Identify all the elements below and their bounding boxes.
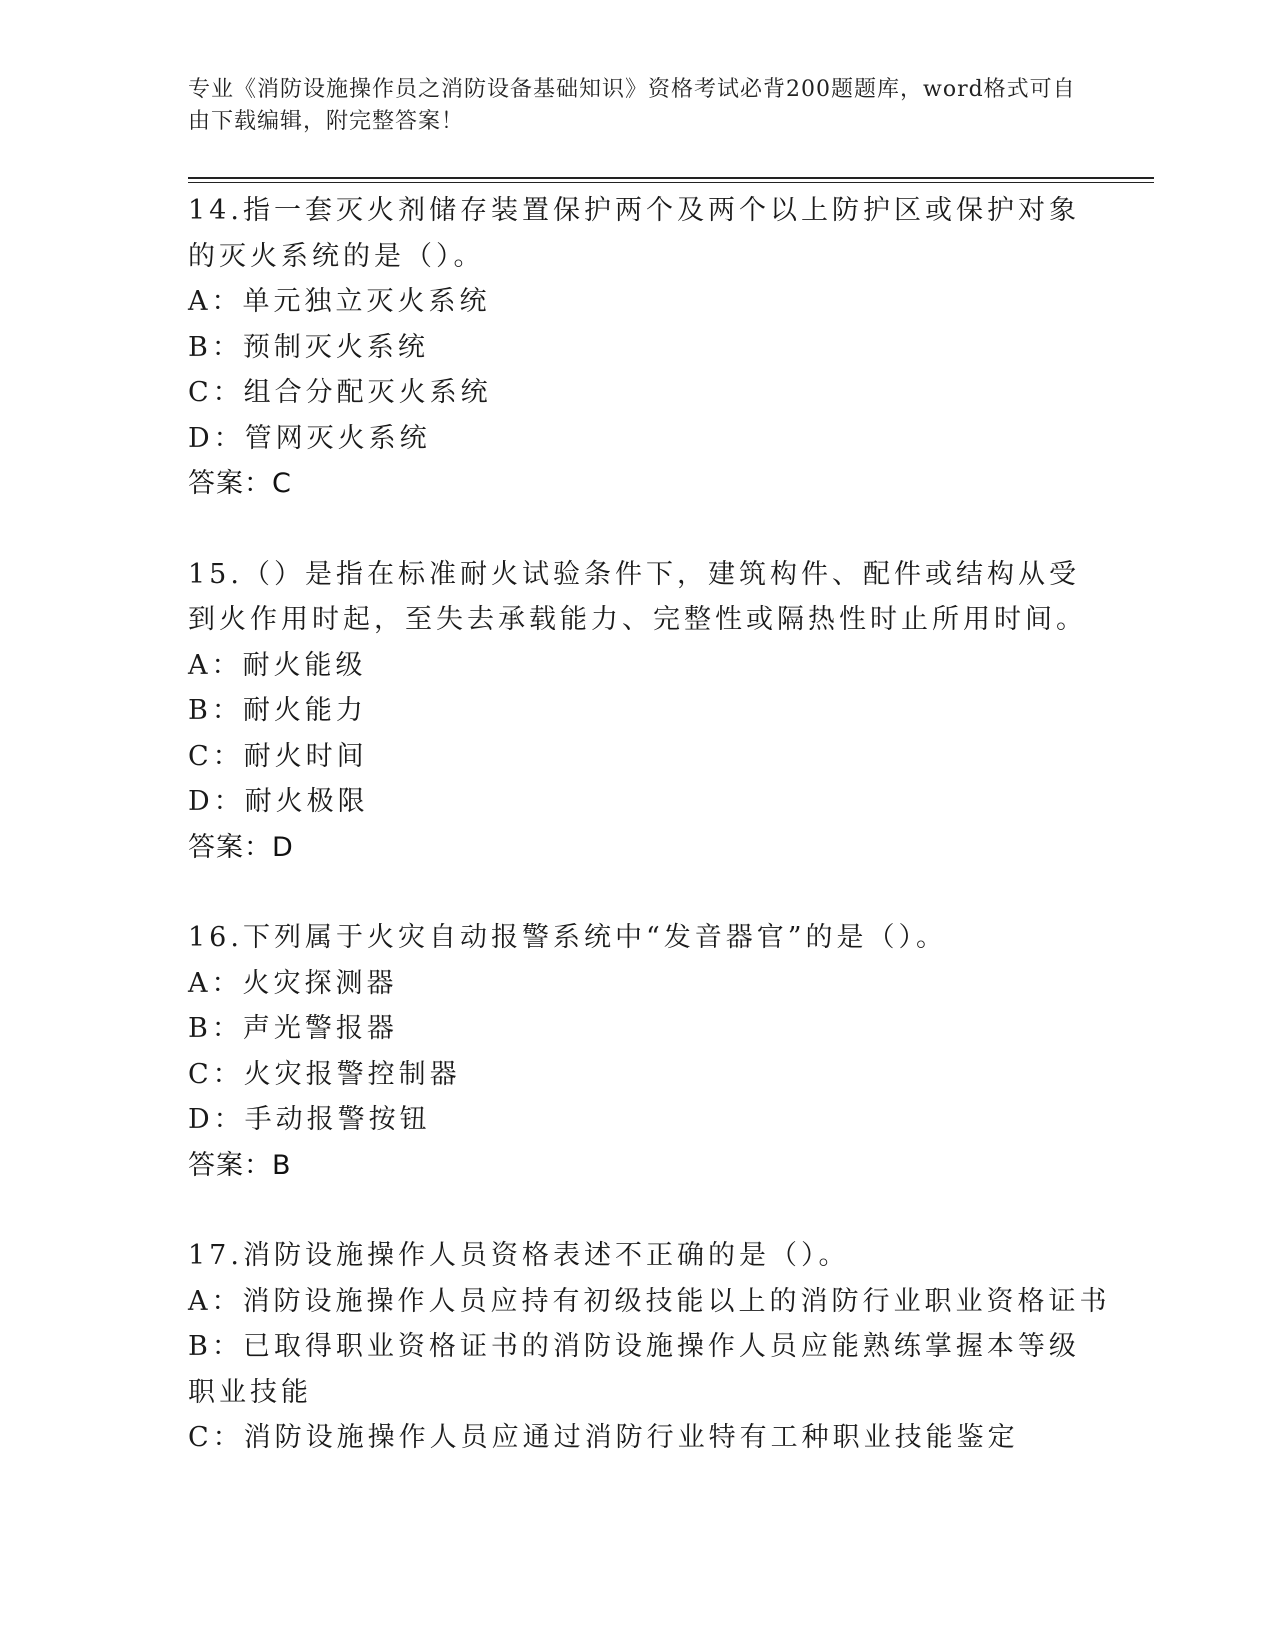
option-d: D：管网灭火系统	[188, 422, 431, 454]
question-stem: 14.指一套灭火剂储存装置保护两个及两个以上防护区或保护对象的灭火系统的是（）。	[188, 195, 1080, 272]
question-stem: 17.消防设施操作人员资格表述不正确的是（）。	[188, 1240, 850, 1271]
question-list	[188, 188, 1111, 1506]
option-c: C：火灾报警控制器	[188, 1058, 461, 1090]
option-c: C：消防设施操作人员应通过消防行业特有工种职业技能鉴定	[188, 1422, 1019, 1453]
question-stem: 15.（）是指在标准耐火试验条件下，建筑构件、配件或结构从受到火作用时起，至失去承载能力、完整性或隔热性时止所用时间。	[188, 558, 1087, 635]
question-17	[188, 1233, 1111, 1461]
option-b: B：预制灭火系统	[188, 331, 429, 363]
option-b: B：已取得职业资格证书的消防设施操作人员应能熟练掌握本等级职业技能	[188, 1331, 1080, 1408]
question-stem: 16.下列属于火灾自动报警系统中“发音器官”的是（）。	[188, 922, 948, 953]
option-a: A：消防设施操作人员应持有初级技能以上的消防行业职业资格证书	[188, 1285, 1111, 1317]
option-c: C：耐火时间	[188, 740, 368, 772]
question-14	[188, 188, 1088, 507]
option-d: D：耐火极限	[188, 786, 369, 817]
document-header: 专业《消防设施操作员之消防设备基础知识》资格考试必背200题题库，word格式可自由下载编辑，附完整答案！	[188, 77, 1076, 134]
header-divider-thick	[188, 177, 1154, 179]
option-c: C：组合分配灭火系统	[188, 377, 492, 408]
answer-line: 答案：C	[188, 468, 292, 499]
option-b: B：耐火能力	[188, 695, 367, 726]
option-b: B：声光警报器	[188, 1013, 398, 1044]
question-16	[188, 915, 1088, 1188]
option-a: A：火灾探测器	[188, 967, 398, 999]
answer-line: 答案：D	[188, 831, 294, 863]
option-a: A：耐火能级	[188, 649, 367, 681]
option-d: D：手动报警按钮	[188, 1104, 431, 1135]
header-divider-thin	[188, 182, 1154, 183]
question-15	[188, 552, 1088, 871]
option-a: A：单元独立灭火系统	[188, 286, 491, 317]
answer-line: 答案：B	[188, 1149, 292, 1181]
